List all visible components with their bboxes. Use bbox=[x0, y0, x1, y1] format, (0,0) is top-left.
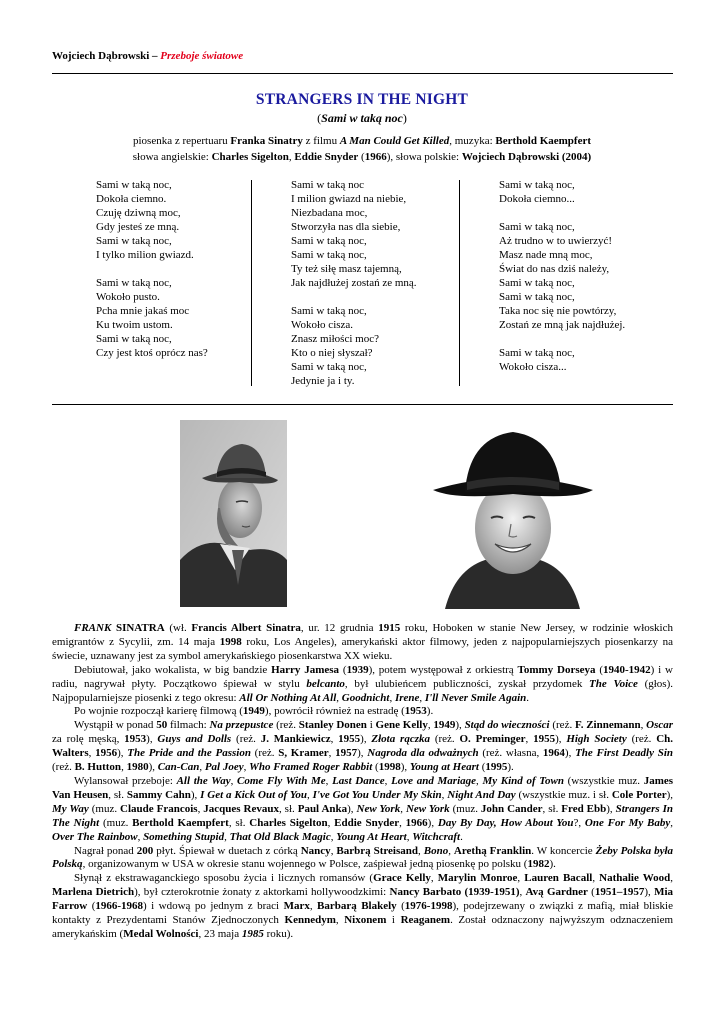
bio-run: Love and Mariage bbox=[391, 774, 477, 787]
bio-run: , bbox=[517, 872, 525, 885]
bio-run: Wystąpił w ponad bbox=[74, 719, 157, 732]
lyric-line: Dokoła ciemno. bbox=[96, 193, 167, 205]
bio-run: , bbox=[330, 844, 337, 857]
bio-run: Debiutował, jako wokalista, w big bandzie bbox=[74, 663, 272, 676]
bio-run: , bbox=[430, 872, 438, 885]
bio-run: . W koncercie bbox=[531, 844, 596, 857]
bio-paragraph-6 bbox=[52, 845, 673, 873]
bio-run: , bbox=[419, 691, 425, 704]
bio-run: Arethą Franklin bbox=[453, 844, 532, 857]
bio-run: ), bbox=[427, 816, 438, 829]
bio-run: Irene bbox=[394, 691, 420, 704]
bio-run: ), bbox=[146, 733, 158, 746]
bio-run: , sł. bbox=[542, 802, 562, 815]
bio-run: ?, bbox=[573, 816, 585, 829]
bio-run: Grace Kelly bbox=[373, 872, 431, 885]
bio-run: Guys and Dolls bbox=[157, 733, 232, 746]
lyric-line: Masz nade mną moc, bbox=[499, 249, 593, 261]
bio-run: ), bbox=[117, 747, 128, 760]
bio-run: Barbrą Streisand bbox=[336, 844, 419, 857]
bio-run: , bbox=[448, 844, 454, 857]
bio-run: , bbox=[121, 761, 127, 774]
lyric-line: Zostań ze mną jak najdłużej. bbox=[499, 319, 626, 331]
bio-run: 1939 bbox=[346, 663, 369, 676]
lyric-line: Sami w taką noc bbox=[291, 179, 365, 191]
bio-run: roku). bbox=[263, 927, 294, 940]
lyrics-column-2 bbox=[291, 178, 417, 388]
bio-run: (reż. bbox=[273, 719, 299, 732]
lyrics-column-1 bbox=[96, 178, 208, 360]
bio-run: ( bbox=[587, 886, 595, 899]
bio-run: 200 bbox=[136, 844, 154, 857]
bio-run: Reaganem bbox=[400, 914, 451, 927]
bio-run: (wszystkie muz. i sł. bbox=[515, 788, 612, 801]
bio-run: Avą Gardner bbox=[525, 886, 588, 899]
song-credits bbox=[0, 134, 724, 165]
bio-run: I'll Never Smile Again bbox=[424, 691, 527, 704]
bio-run: Marylin Monroe bbox=[437, 872, 518, 885]
lyric-line: Dokoła ciemno... bbox=[499, 193, 575, 205]
bio-run: 1955 bbox=[338, 733, 361, 746]
page-header bbox=[52, 50, 243, 62]
bio-run: ), podejrzewany o związki z mafią, miał bliskie kontakty z Prezydentami Stanów Zjednoczonych bbox=[52, 900, 673, 927]
bio-run: , bbox=[328, 747, 336, 760]
bio-run: ( bbox=[87, 900, 96, 913]
bio-run: , 23 maja bbox=[198, 927, 242, 940]
bio-run: , sł. bbox=[108, 788, 127, 801]
bio-run: 1955 bbox=[533, 733, 556, 746]
bio-run: ), bbox=[455, 719, 465, 732]
bio-run: . bbox=[460, 830, 463, 843]
bio-paragraph-4 bbox=[52, 719, 673, 775]
bio-run: ), bbox=[360, 733, 372, 746]
lyric-line: Czy jest ktoś oprócz nas? bbox=[96, 347, 208, 359]
bio-run: ), bbox=[357, 747, 368, 760]
bio-run: ), bbox=[148, 761, 158, 774]
bio-run: ), bbox=[564, 747, 576, 760]
bio-run: One For My Baby bbox=[584, 816, 671, 829]
bio-run: 1998 bbox=[219, 635, 242, 648]
bio-run: Oscar bbox=[646, 719, 674, 732]
bio-run: ( bbox=[595, 663, 603, 676]
bio-run: , bbox=[441, 788, 448, 801]
lyric-line: Stworzyła nas dla siebie, bbox=[291, 221, 401, 233]
bio-run: That Old Black Magic bbox=[229, 830, 331, 843]
bio-run: Stąd do wieczności bbox=[464, 719, 550, 732]
bio-run: (głos). Najpopularniejsze piosenki z tego okresu: bbox=[52, 677, 673, 704]
bio-run: , bbox=[325, 774, 333, 787]
lyric-line: Kto o niej słyszał? bbox=[291, 347, 373, 359]
bio-run: , bbox=[640, 719, 647, 732]
bio-run: Nancy bbox=[300, 844, 331, 857]
bio-run: , sł. bbox=[278, 802, 298, 815]
lyric-line: Sami w taką noc, bbox=[96, 277, 172, 289]
bio-run: ), bbox=[400, 761, 410, 774]
bio-run: New York bbox=[405, 802, 450, 815]
lyric-line: Taka noc się nie powtórzy, bbox=[499, 305, 617, 317]
bio-run: Come Fly With Me bbox=[237, 774, 326, 787]
bio-run: Harry Jamesa bbox=[271, 663, 340, 676]
bio-run: New York bbox=[356, 802, 401, 815]
bio-run: 1980 bbox=[126, 761, 149, 774]
lyric-line: Sami w taką noc, bbox=[499, 347, 575, 359]
lyric-line: Sami w taką noc, bbox=[499, 277, 575, 289]
bio-run: The Voice bbox=[589, 677, 638, 690]
bio-run: 1976-1998 bbox=[404, 900, 453, 913]
bio-run: ), bbox=[606, 802, 616, 815]
bio-run: High Society bbox=[566, 733, 627, 746]
bio-run: Żeby Polska była Polską bbox=[52, 844, 674, 871]
bio-run: roku, Los Angeles), amerykański aktor filmowy, jeden z najpopularniejszych piosenkarzy na świecie, uznawany jest za symbol amerykańskiego piosenkarstwa XX wieku. bbox=[52, 635, 673, 662]
bio-run: Eddie Snyder bbox=[334, 816, 400, 829]
bio-run: All Or Nothing At All bbox=[239, 691, 337, 704]
bio-paragraph-2 bbox=[52, 664, 673, 706]
bio-run: FRANK bbox=[74, 622, 112, 634]
bio-run: ), był czterokrotnie żonaty z aktorkami hollywoodzkimi: bbox=[134, 886, 390, 899]
lyric-line: Sami w taką noc, bbox=[96, 235, 172, 247]
bio-run: Over The Rainbow bbox=[52, 830, 138, 843]
bio-run: , bbox=[243, 761, 250, 774]
bio-run: ), bbox=[347, 802, 357, 815]
bio-run: Young At Heart bbox=[336, 830, 407, 843]
lyric-line: Sami w taką noc, bbox=[96, 179, 172, 191]
lyric-line: Niezbadana moc, bbox=[291, 207, 368, 219]
bio-run: ( bbox=[396, 900, 405, 913]
bio-run: Charles Sigelton bbox=[249, 816, 328, 829]
bio-run: , bbox=[224, 830, 230, 843]
bio-run: , bbox=[384, 774, 392, 787]
bio-run: ). bbox=[549, 858, 556, 871]
credits-line-2: słowa angielskie: Charles Sigelton, Eddie Snyder (1966), słowa polskie: Wojciech Dąbrowski (2004) bbox=[132, 150, 592, 163]
bio-run: 1957 bbox=[335, 747, 358, 760]
bio-run: (muz. bbox=[88, 802, 121, 815]
bio-run: (reż. bbox=[231, 733, 261, 746]
bio-run: I Get a Kick Out of You bbox=[200, 788, 307, 801]
bio-run: Nathalie Wood bbox=[599, 872, 671, 885]
bio-run: B. Hutton bbox=[74, 761, 122, 774]
bio-run: Can-Can bbox=[157, 761, 200, 774]
bio-run: 1995 bbox=[485, 761, 508, 774]
lyric-line: Gdy jesteś ze mną. bbox=[96, 221, 180, 233]
bio-run: Pal Joey bbox=[204, 761, 244, 774]
bio-run: 1982 bbox=[527, 858, 550, 871]
bio-run: za rolę męską, bbox=[52, 733, 125, 746]
bio-run: , bbox=[335, 914, 345, 927]
bio-run: 1949 bbox=[242, 705, 265, 718]
lyrics-column-3 bbox=[499, 178, 625, 374]
bio-run: (reż. bbox=[549, 719, 575, 732]
lyric-line: Sami w taką noc, bbox=[96, 333, 172, 345]
lyric-line bbox=[291, 290, 417, 304]
lyric-line bbox=[96, 262, 208, 276]
lyric-line: Znasz miłości moc? bbox=[291, 333, 379, 345]
bio-run: , bbox=[406, 830, 413, 843]
lyric-line: Sami w taką noc, bbox=[291, 249, 367, 261]
bio-run: F. Zinnemann bbox=[574, 719, 641, 732]
bio-run: , był ulubieńcem publiczności, zyskał przydomek bbox=[344, 677, 590, 690]
bio-run: Wylansował przeboje: bbox=[74, 774, 177, 787]
bio-run: Gene Kelly bbox=[375, 719, 428, 732]
bio-run: Złota rączka bbox=[371, 733, 430, 746]
bio-run: Claude Francois bbox=[120, 802, 198, 815]
lyric-line: Aż trudno w to uwierzyć! bbox=[499, 235, 613, 247]
sinatra-photo-1 bbox=[180, 420, 287, 607]
bio-run: , bbox=[137, 830, 144, 843]
lyric-line: Sami w taką noc, bbox=[499, 221, 575, 233]
bio-run: , bbox=[309, 900, 318, 913]
bio-run: , bbox=[670, 816, 674, 829]
bio-run: (muz. bbox=[449, 802, 481, 815]
bio-run: James Van Heusen bbox=[52, 774, 674, 801]
bio-run: , bbox=[525, 733, 534, 746]
bio-run: ) i wdową po jednym z braci bbox=[143, 900, 284, 913]
bio-run: Stanley Donen bbox=[298, 719, 367, 732]
bio-run: , bbox=[399, 816, 406, 829]
bio-run: Sammy Cahn bbox=[126, 788, 191, 801]
bio-run: The Pride and the Passion bbox=[127, 747, 251, 760]
bio-run: ( bbox=[478, 761, 486, 774]
bio-run: All the Way bbox=[176, 774, 231, 787]
bio-run: Day By Day, How About You bbox=[437, 816, 574, 829]
bio-run: , bbox=[427, 719, 434, 732]
bio-run: Cole Porter bbox=[611, 788, 667, 801]
bio-run: My Kind of Town bbox=[482, 774, 564, 787]
lyric-line bbox=[499, 206, 625, 220]
bio-run: ), bbox=[666, 788, 674, 801]
bio-run: . bbox=[526, 691, 529, 704]
bio-run: i bbox=[366, 719, 376, 732]
bio-run: ), bbox=[644, 886, 655, 899]
bio-run: 1964 bbox=[542, 747, 565, 760]
bio-run: , bbox=[336, 691, 342, 704]
lyrics-divider-1 bbox=[251, 180, 252, 386]
bio-run: . Został odznaczony najwyższym odznaczeniem amerykańskim ( bbox=[52, 914, 674, 940]
song-subtitle: (Sami w taką noc) bbox=[317, 111, 407, 125]
bio-run: , organizowanym w USA w okresie stanu wojennego w Polsce, zaśpiewał jedną piosenkę po polsku ( bbox=[82, 858, 528, 871]
bio-run: , bbox=[418, 844, 424, 857]
bio-run: , bbox=[400, 802, 406, 815]
bio-run: , ur. 12 grudnia bbox=[300, 622, 379, 634]
bio-run: , bbox=[476, 774, 483, 787]
bio-run: , bbox=[197, 802, 204, 815]
lyric-line: Sami w taką noc, bbox=[291, 235, 367, 247]
lyric-line: Ku twoim ustom. bbox=[96, 319, 173, 331]
bio-run: Young at Heart bbox=[409, 761, 479, 774]
lyric-line: Czuję dziwną moc, bbox=[96, 207, 181, 219]
bio-paragraph-1 bbox=[52, 622, 673, 664]
bio-run: SINATRA bbox=[111, 622, 165, 634]
bio-run: Goodnicht bbox=[341, 691, 390, 704]
bio-run: ), bbox=[190, 788, 201, 801]
bio-run: , bbox=[307, 788, 313, 801]
bio-run: Na przepustce bbox=[209, 719, 274, 732]
lyric-line bbox=[499, 332, 625, 346]
bio-run: roku, Hoboken w stanie New Jersey, w rodzinie włoskich emigrantów z Sycylii, zm. 14 maja bbox=[52, 622, 673, 648]
bio-run: belcanto bbox=[306, 677, 345, 690]
lyric-line: Jedynie ja i ty. bbox=[291, 375, 355, 387]
lyrics-divider-2 bbox=[459, 180, 460, 386]
bio-run: 1953 bbox=[404, 705, 427, 718]
lyric-line: I tylko milion gwiazd. bbox=[96, 249, 194, 261]
lyric-line: Wokoło cisza. bbox=[291, 319, 354, 331]
lyric-line: Jak najdłużej zostań ze mną. bbox=[291, 277, 417, 289]
bio-run: Marlena Dietrich bbox=[52, 886, 135, 899]
bio-run: Ch. Walters bbox=[52, 733, 674, 760]
lyric-line: Sami w taką noc, bbox=[291, 361, 367, 373]
bio-run: Nancy Barbato (1939-1951) bbox=[389, 886, 520, 899]
bio-run: , bbox=[88, 747, 96, 760]
lyric-line: Sami w taką noc, bbox=[499, 179, 575, 191]
bio-run: ) i w radiu, nagrywał płyty. Początkowo śpiewał w stylu bbox=[52, 663, 673, 690]
bio-run: Mia Farrow bbox=[52, 886, 674, 913]
bio-run: (reż. bbox=[430, 733, 460, 746]
bio-run: płyt. Śpiewał w duetach z córką bbox=[153, 844, 301, 857]
bio-run: (reż. bbox=[250, 747, 279, 760]
bio-run: 1985 bbox=[241, 927, 264, 940]
bio-run: John Cander bbox=[480, 802, 543, 815]
bio-run: Something Stupid bbox=[143, 830, 225, 843]
bio-run: Nixonem bbox=[344, 914, 387, 927]
bio-run: 1953 bbox=[124, 733, 147, 746]
bio-run: , bbox=[670, 872, 674, 885]
bio-run: Nagrał ponad bbox=[74, 844, 137, 857]
bio-run: Francis Albert Sinatra bbox=[191, 622, 301, 634]
header-series: Przeboje światowe bbox=[160, 50, 244, 62]
bio-run: Kennedym bbox=[284, 914, 336, 927]
bio-run: 1998 bbox=[378, 761, 401, 774]
bio-run: Jacques Revaux bbox=[203, 802, 279, 815]
bio-run: I've Got You Under My Skin bbox=[312, 788, 442, 801]
bio-run: Paul Anka bbox=[297, 802, 348, 815]
section-rule bbox=[52, 404, 673, 405]
lyric-line: Sami w taką noc, bbox=[499, 291, 575, 303]
bio-run: J. Mankiewicz bbox=[260, 733, 331, 746]
bio-paragraph-3 bbox=[52, 705, 673, 719]
bio-run: , bbox=[330, 733, 339, 746]
lyric-line: Pcha mnie jakaś moc bbox=[96, 305, 190, 317]
lyric-line: Wokoło pusto. bbox=[96, 291, 160, 303]
bio-run: Berthold Kaempfert bbox=[132, 816, 229, 829]
bio-run: Strangers In The Night bbox=[52, 802, 673, 829]
bio-run: , bbox=[389, 691, 395, 704]
bio-run: (reż. własna, bbox=[478, 747, 543, 760]
bio-run: ). bbox=[426, 705, 434, 718]
bio-run: Marx bbox=[283, 900, 310, 913]
bio-run: Night And Day bbox=[447, 788, 516, 801]
bio-run: Lauren Bacall bbox=[524, 872, 593, 885]
bio-run: Nagroda dla odważnych bbox=[367, 747, 479, 760]
bio-run: ), potem występował z orkiestrą bbox=[368, 663, 518, 676]
bio-run: 1940-1942 bbox=[603, 663, 651, 676]
header-rule bbox=[52, 73, 673, 74]
bio-run: Barbarą Blakely bbox=[317, 900, 397, 913]
bio-run: Słynął z ekstrawaganckiego sposobu życia i licznych romansów ( bbox=[74, 872, 374, 885]
bio-run: 50 bbox=[156, 719, 168, 732]
bio-run: (wszystkie muz. bbox=[563, 774, 644, 787]
bio-run: ( bbox=[372, 761, 379, 774]
header-author: Wojciech Dąbrowski – bbox=[52, 50, 158, 62]
lyric-line: Wokoło cisza... bbox=[499, 361, 567, 373]
sinatra-photo-2 bbox=[425, 420, 599, 609]
bio-run: ( bbox=[339, 663, 347, 676]
bio-run: 1949 bbox=[433, 719, 456, 732]
bio-run: (wł. bbox=[164, 622, 192, 634]
bio-run: , sł. bbox=[228, 816, 250, 829]
bio-run: Po wojnie rozpoczął karierę filmową ( bbox=[74, 705, 243, 718]
bio-run: ). bbox=[507, 761, 514, 774]
bio-paragraph-7 bbox=[52, 872, 673, 942]
bio-run: , bbox=[230, 774, 238, 787]
bio-run: (reż. bbox=[626, 733, 657, 746]
bio-run: Medal Wolności bbox=[123, 927, 199, 940]
lyric-line: Sami w taką noc, bbox=[291, 305, 367, 317]
bio-run: , bbox=[330, 830, 337, 843]
bio-run: ), bbox=[555, 733, 567, 746]
bio-run: S, Kramer bbox=[278, 747, 329, 760]
biography bbox=[52, 622, 673, 942]
bio-run: filmach: bbox=[167, 719, 210, 732]
bio-run: 1966 bbox=[405, 816, 428, 829]
bio-run: Bono bbox=[423, 844, 449, 857]
bio-run: , bbox=[519, 886, 526, 899]
bio-run: Witchcraft bbox=[412, 830, 461, 843]
lyric-line: Świat do nas dziś należy, bbox=[499, 263, 610, 275]
bio-run: (muz. bbox=[99, 816, 133, 829]
bio-run: Tommy Dorseya bbox=[517, 663, 596, 676]
bio-run: , bbox=[199, 761, 205, 774]
song-title: STRANGERS IN THE NIGHT bbox=[255, 91, 469, 108]
bio-paragraph-5 bbox=[52, 775, 673, 845]
bio-run: 1915 bbox=[378, 622, 401, 634]
bio-run: , bbox=[592, 872, 600, 885]
lyric-line: I milion gwiazd na niebie, bbox=[291, 193, 407, 205]
lyric-line: Ty też siłę masz tajemną, bbox=[291, 263, 402, 275]
bio-run: The First Deadly Sin bbox=[575, 747, 674, 760]
bio-run: 1956 bbox=[95, 747, 118, 760]
bio-run: , bbox=[327, 816, 335, 829]
bio-run: ), powrócił również na estradę ( bbox=[264, 705, 405, 718]
bio-run: O. Preminger bbox=[459, 733, 526, 746]
bio-run: My Way bbox=[52, 802, 89, 815]
bio-run: Fred Ebb bbox=[561, 802, 607, 815]
bio-run: Who Framed Roger Rabbit bbox=[249, 761, 373, 774]
credits-line-1: piosenka z repertuaru Franka Sinatry z filmu A Man Could Get Killed, muzyka: Berthold Kaempfert bbox=[132, 135, 592, 147]
bio-run: i bbox=[386, 914, 401, 927]
bio-run: (reż. bbox=[52, 761, 75, 774]
bio-run: 1951–1957 bbox=[594, 886, 645, 899]
bio-run: 1966-1968 bbox=[95, 900, 144, 913]
bio-run: Last Dance bbox=[332, 774, 385, 787]
